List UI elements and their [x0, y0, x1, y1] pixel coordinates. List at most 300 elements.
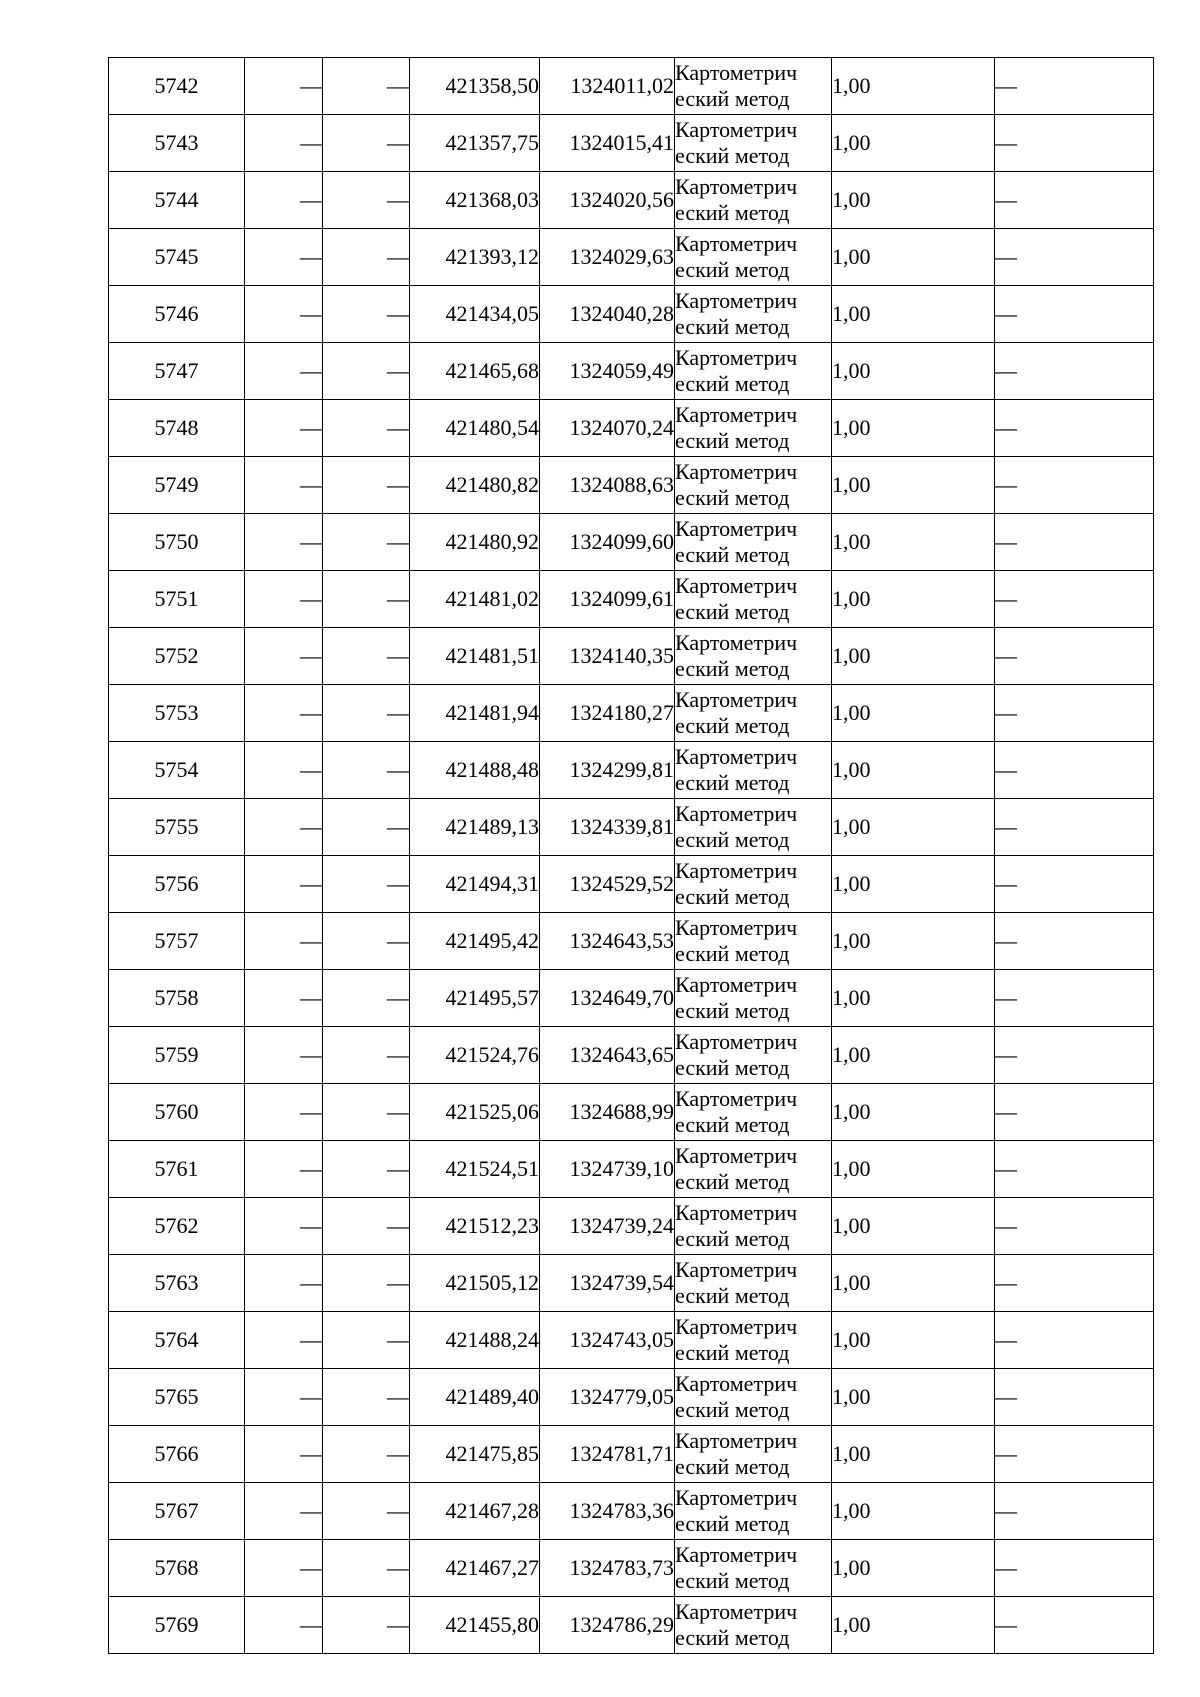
method-line-1: Картометрич [675, 915, 798, 940]
method-line-1: Картометрич [675, 288, 798, 313]
table-row [109, 1312, 1154, 1369]
empty-dash-cell: — [323, 400, 410, 457]
point-number-cell: 5769 [109, 1597, 245, 1654]
point-number-cell: 5767 [109, 1483, 245, 1540]
empty-dash-cell: — [995, 1141, 1154, 1198]
method-cell [675, 286, 832, 343]
method-cell [675, 913, 832, 970]
method-cell [675, 1084, 832, 1141]
x-coordinate-cell: 421495,42 [410, 913, 540, 970]
table-row [109, 1369, 1154, 1426]
point-number-cell: 5753 [109, 685, 245, 742]
table-row [109, 628, 1154, 685]
method-line-1: Картометрич [675, 801, 798, 826]
y-coordinate-cell: 1324099,60 [540, 514, 675, 571]
empty-dash-cell: — [245, 1312, 323, 1369]
empty-dash-cell: — [995, 1597, 1154, 1654]
method-line-1: Картометрич [675, 516, 798, 541]
empty-dash-cell: — [245, 571, 323, 628]
empty-dash-cell: — [995, 1027, 1154, 1084]
x-coordinate-cell: 421480,92 [410, 514, 540, 571]
method-line-2: еский метод [675, 1511, 790, 1536]
method-line-2: еский метод [675, 428, 790, 453]
method-line-2: еский метод [675, 827, 790, 852]
accuracy-cell: 1,00 [832, 1027, 995, 1084]
empty-dash-cell: — [323, 1198, 410, 1255]
empty-dash-cell: — [245, 115, 323, 172]
point-number-cell: 5763 [109, 1255, 245, 1312]
empty-dash-cell: — [995, 400, 1154, 457]
empty-dash-cell: — [995, 172, 1154, 229]
empty-dash-cell: — [323, 628, 410, 685]
method-line-2: еский метод [675, 143, 790, 168]
point-number-cell: 5743 [109, 115, 245, 172]
method-cell [675, 1312, 832, 1369]
y-coordinate-cell: 1324739,54 [540, 1255, 675, 1312]
y-coordinate-cell: 1324743,05 [540, 1312, 675, 1369]
empty-dash-cell: — [323, 1141, 410, 1198]
empty-dash-cell: — [995, 457, 1154, 514]
y-coordinate-cell: 1324781,71 [540, 1426, 675, 1483]
empty-dash-cell: — [995, 685, 1154, 742]
method-line-1: Картометрич [675, 60, 798, 85]
method-line-1: Картометрич [675, 744, 798, 769]
x-coordinate-cell: 421488,24 [410, 1312, 540, 1369]
y-coordinate-cell: 1324059,49 [540, 343, 675, 400]
accuracy-cell: 1,00 [832, 1255, 995, 1312]
empty-dash-cell: — [245, 913, 323, 970]
method-line-1: Картометрич [675, 1371, 798, 1396]
point-number-cell: 5750 [109, 514, 245, 571]
method-line-2: еский метод [675, 884, 790, 909]
y-coordinate-cell: 1324011,02 [540, 58, 675, 115]
point-number-cell: 5754 [109, 742, 245, 799]
accuracy-cell: 1,00 [832, 400, 995, 457]
accuracy-cell: 1,00 [832, 1597, 995, 1654]
x-coordinate-cell: 421495,57 [410, 970, 540, 1027]
y-coordinate-cell: 1324529,52 [540, 856, 675, 913]
empty-dash-cell: — [995, 1255, 1154, 1312]
accuracy-cell: 1,00 [832, 913, 995, 970]
point-number-cell: 5747 [109, 343, 245, 400]
empty-dash-cell: — [245, 229, 323, 286]
accuracy-cell: 1,00 [832, 799, 995, 856]
method-line-1: Картометрич [675, 1542, 798, 1567]
y-coordinate-cell: 1324739,24 [540, 1198, 675, 1255]
point-number-cell: 5761 [109, 1141, 245, 1198]
y-coordinate-cell: 1324783,36 [540, 1483, 675, 1540]
method-cell [675, 400, 832, 457]
y-coordinate-cell: 1324786,29 [540, 1597, 675, 1654]
method-line-1: Картометрич [675, 1086, 798, 1111]
accuracy-cell: 1,00 [832, 1540, 995, 1597]
table-row [109, 799, 1154, 856]
x-coordinate-cell: 421494,31 [410, 856, 540, 913]
y-coordinate-cell: 1324643,53 [540, 913, 675, 970]
empty-dash-cell: — [245, 970, 323, 1027]
method-line-2: еский метод [675, 1568, 790, 1593]
x-coordinate-cell: 421524,76 [410, 1027, 540, 1084]
method-line-1: Картометрич [675, 972, 798, 997]
method-cell [675, 628, 832, 685]
table-row [109, 685, 1154, 742]
empty-dash-cell: — [323, 58, 410, 115]
y-coordinate-cell: 1324099,61 [540, 571, 675, 628]
x-coordinate-cell: 421393,12 [410, 229, 540, 286]
accuracy-cell: 1,00 [832, 115, 995, 172]
method-line-2: еский метод [675, 1340, 790, 1365]
table-row [109, 1255, 1154, 1312]
empty-dash-cell: — [995, 514, 1154, 571]
x-coordinate-cell: 421358,50 [410, 58, 540, 115]
method-cell [675, 1198, 832, 1255]
table-row [109, 286, 1154, 343]
accuracy-cell: 1,00 [832, 742, 995, 799]
method-line-2: еский метод [675, 257, 790, 282]
accuracy-cell: 1,00 [832, 1084, 995, 1141]
empty-dash-cell: — [323, 343, 410, 400]
empty-dash-cell: — [323, 1312, 410, 1369]
x-coordinate-cell: 421480,54 [410, 400, 540, 457]
accuracy-cell: 1,00 [832, 343, 995, 400]
point-number-cell: 5760 [109, 1084, 245, 1141]
method-cell [675, 742, 832, 799]
method-line-1: Картометрич [675, 687, 798, 712]
method-cell [675, 58, 832, 115]
empty-dash-cell: — [323, 1540, 410, 1597]
method-cell [675, 685, 832, 742]
empty-dash-cell: — [323, 1597, 410, 1654]
x-coordinate-cell: 421488,48 [410, 742, 540, 799]
y-coordinate-cell: 1324088,63 [540, 457, 675, 514]
table-row [109, 115, 1154, 172]
empty-dash-cell: — [323, 799, 410, 856]
empty-dash-cell: — [995, 286, 1154, 343]
y-coordinate-cell: 1324180,27 [540, 685, 675, 742]
empty-dash-cell: — [245, 286, 323, 343]
method-line-2: еский метод [675, 656, 790, 681]
empty-dash-cell: — [323, 742, 410, 799]
point-number-cell: 5744 [109, 172, 245, 229]
table-row [109, 1027, 1154, 1084]
x-coordinate-cell: 421481,94 [410, 685, 540, 742]
empty-dash-cell: — [245, 628, 323, 685]
method-cell [675, 1027, 832, 1084]
method-line-2: еский метод [675, 1454, 790, 1479]
accuracy-cell: 1,00 [832, 229, 995, 286]
method-cell [675, 172, 832, 229]
x-coordinate-cell: 421489,13 [410, 799, 540, 856]
accuracy-cell: 1,00 [832, 1312, 995, 1369]
method-line-2: еский метод [675, 314, 790, 339]
table-row [109, 970, 1154, 1027]
accuracy-cell: 1,00 [832, 1198, 995, 1255]
table-row [109, 571, 1154, 628]
method-line-1: Картометрич [675, 630, 798, 655]
method-cell [675, 1369, 832, 1426]
empty-dash-cell: — [323, 229, 410, 286]
accuracy-cell: 1,00 [832, 457, 995, 514]
method-cell [675, 1540, 832, 1597]
accuracy-cell: 1,00 [832, 856, 995, 913]
table-row [109, 58, 1154, 115]
method-line-1: Картометрич [675, 1257, 798, 1282]
empty-dash-cell: — [245, 1198, 323, 1255]
y-coordinate-cell: 1324643,65 [540, 1027, 675, 1084]
table-row [109, 1141, 1154, 1198]
method-line-1: Картометрич [675, 459, 798, 484]
empty-dash-cell: — [245, 1255, 323, 1312]
y-coordinate-cell: 1324299,81 [540, 742, 675, 799]
method-line-1: Картометрич [675, 174, 798, 199]
method-cell [675, 1597, 832, 1654]
method-line-2: еский метод [675, 1625, 790, 1650]
method-cell [675, 571, 832, 628]
method-line-2: еский метод [675, 542, 790, 567]
point-number-cell: 5762 [109, 1198, 245, 1255]
x-coordinate-cell: 421368,03 [410, 172, 540, 229]
empty-dash-cell: — [245, 457, 323, 514]
x-coordinate-cell: 421480,82 [410, 457, 540, 514]
empty-dash-cell: — [245, 400, 323, 457]
empty-dash-cell: — [323, 286, 410, 343]
table-row [109, 742, 1154, 799]
x-coordinate-cell: 421525,06 [410, 1084, 540, 1141]
method-line-2: еский метод [675, 1226, 790, 1251]
method-line-2: еский метод [675, 941, 790, 966]
accuracy-cell: 1,00 [832, 58, 995, 115]
empty-dash-cell: — [323, 1483, 410, 1540]
empty-dash-cell: — [323, 571, 410, 628]
point-number-cell: 5748 [109, 400, 245, 457]
empty-dash-cell: — [323, 970, 410, 1027]
y-coordinate-cell: 1324070,24 [540, 400, 675, 457]
empty-dash-cell: — [323, 172, 410, 229]
accuracy-cell: 1,00 [832, 286, 995, 343]
empty-dash-cell: — [995, 115, 1154, 172]
empty-dash-cell: — [995, 970, 1154, 1027]
empty-dash-cell: — [323, 457, 410, 514]
table-row [109, 1084, 1154, 1141]
x-coordinate-cell: 421465,68 [410, 343, 540, 400]
accuracy-cell: 1,00 [832, 628, 995, 685]
accuracy-cell: 1,00 [832, 970, 995, 1027]
method-cell [675, 1426, 832, 1483]
empty-dash-cell: — [245, 1483, 323, 1540]
y-coordinate-cell: 1324739,10 [540, 1141, 675, 1198]
x-coordinate-cell: 421481,02 [410, 571, 540, 628]
point-number-cell: 5757 [109, 913, 245, 970]
x-coordinate-cell: 421475,85 [410, 1426, 540, 1483]
y-coordinate-cell: 1324339,81 [540, 799, 675, 856]
empty-dash-cell: — [995, 799, 1154, 856]
x-coordinate-cell: 421489,40 [410, 1369, 540, 1426]
method-line-2: еский метод [675, 599, 790, 624]
method-cell [675, 343, 832, 400]
x-coordinate-cell: 421512,23 [410, 1198, 540, 1255]
point-number-cell: 5749 [109, 457, 245, 514]
y-coordinate-cell: 1324649,70 [540, 970, 675, 1027]
y-coordinate-cell: 1324779,05 [540, 1369, 675, 1426]
method-line-2: еский метод [675, 1169, 790, 1194]
empty-dash-cell: — [995, 1426, 1154, 1483]
method-line-1: Картометрич [675, 231, 798, 256]
point-number-cell: 5755 [109, 799, 245, 856]
method-cell [675, 799, 832, 856]
method-line-2: еский метод [675, 86, 790, 111]
method-line-1: Картометрич [675, 573, 798, 598]
method-cell [675, 115, 832, 172]
empty-dash-cell: — [245, 685, 323, 742]
x-coordinate-cell: 421455,80 [410, 1597, 540, 1654]
method-line-2: еский метод [675, 1283, 790, 1308]
accuracy-cell: 1,00 [832, 1369, 995, 1426]
accuracy-cell: 1,00 [832, 1426, 995, 1483]
method-line-1: Картометрич [675, 117, 798, 142]
empty-dash-cell: — [245, 1426, 323, 1483]
empty-dash-cell: — [995, 1540, 1154, 1597]
table-row [109, 514, 1154, 571]
x-coordinate-cell: 421481,51 [410, 628, 540, 685]
method-line-2: еский метод [675, 1397, 790, 1422]
table-row [109, 400, 1154, 457]
method-line-1: Картометрич [675, 858, 798, 883]
empty-dash-cell: — [995, 856, 1154, 913]
method-cell [675, 1255, 832, 1312]
table-row [109, 1426, 1154, 1483]
point-number-cell: 5752 [109, 628, 245, 685]
method-line-1: Картометрич [675, 1029, 798, 1054]
x-coordinate-cell: 421524,51 [410, 1141, 540, 1198]
empty-dash-cell: — [245, 172, 323, 229]
method-cell [675, 514, 832, 571]
accuracy-cell: 1,00 [832, 172, 995, 229]
empty-dash-cell: — [323, 1084, 410, 1141]
point-number-cell: 5745 [109, 229, 245, 286]
table-row [109, 172, 1154, 229]
empty-dash-cell: — [245, 856, 323, 913]
method-line-1: Картометрич [675, 1143, 798, 1168]
y-coordinate-cell: 1324015,41 [540, 115, 675, 172]
method-line-1: Картометрич [675, 1314, 798, 1339]
table-row [109, 1198, 1154, 1255]
method-cell [675, 1141, 832, 1198]
y-coordinate-cell: 1324040,28 [540, 286, 675, 343]
method-cell [675, 856, 832, 913]
empty-dash-cell: — [995, 1369, 1154, 1426]
empty-dash-cell: — [995, 628, 1154, 685]
method-cell [675, 229, 832, 286]
empty-dash-cell: — [995, 571, 1154, 628]
method-line-2: еский метод [675, 485, 790, 510]
method-line-2: еский метод [675, 770, 790, 795]
accuracy-cell: 1,00 [832, 571, 995, 628]
point-number-cell: 5758 [109, 970, 245, 1027]
table-row [109, 856, 1154, 913]
method-line-2: еский метод [675, 998, 790, 1023]
table-row [109, 913, 1154, 970]
method-line-2: еский метод [675, 713, 790, 738]
y-coordinate-cell: 1324783,73 [540, 1540, 675, 1597]
point-number-cell: 5756 [109, 856, 245, 913]
empty-dash-cell: — [323, 685, 410, 742]
table-row [109, 343, 1154, 400]
empty-dash-cell: — [245, 1141, 323, 1198]
empty-dash-cell: — [245, 58, 323, 115]
empty-dash-cell: — [995, 1483, 1154, 1540]
empty-dash-cell: — [995, 1312, 1154, 1369]
empty-dash-cell: — [995, 742, 1154, 799]
point-number-cell: 5768 [109, 1540, 245, 1597]
method-cell [675, 1483, 832, 1540]
y-coordinate-cell: 1324688,99 [540, 1084, 675, 1141]
table-row [109, 1483, 1154, 1540]
y-coordinate-cell: 1324020,56 [540, 172, 675, 229]
empty-dash-cell: — [995, 1084, 1154, 1141]
coordinates-table [108, 57, 1154, 1654]
method-line-2: еский метод [675, 371, 790, 396]
accuracy-cell: 1,00 [832, 1141, 995, 1198]
x-coordinate-cell: 421434,05 [410, 286, 540, 343]
table-body [109, 58, 1154, 1654]
empty-dash-cell: — [995, 343, 1154, 400]
empty-dash-cell: — [995, 229, 1154, 286]
empty-dash-cell: — [245, 742, 323, 799]
point-number-cell: 5742 [109, 58, 245, 115]
empty-dash-cell: — [245, 1597, 323, 1654]
point-number-cell: 5764 [109, 1312, 245, 1369]
x-coordinate-cell: 421357,75 [410, 115, 540, 172]
empty-dash-cell: — [323, 913, 410, 970]
empty-dash-cell: — [323, 514, 410, 571]
method-line-1: Картометрич [675, 1200, 798, 1225]
empty-dash-cell: — [323, 115, 410, 172]
y-coordinate-cell: 1324140,35 [540, 628, 675, 685]
method-line-2: еский метод [675, 1055, 790, 1080]
empty-dash-cell: — [323, 1255, 410, 1312]
table-row [109, 229, 1154, 286]
empty-dash-cell: — [245, 1540, 323, 1597]
point-number-cell: 5766 [109, 1426, 245, 1483]
y-coordinate-cell: 1324029,63 [540, 229, 675, 286]
method-line-1: Картометрич [675, 345, 798, 370]
empty-dash-cell: — [323, 1027, 410, 1084]
method-line-1: Картометрич [675, 1428, 798, 1453]
empty-dash-cell: — [245, 343, 323, 400]
x-coordinate-cell: 421467,27 [410, 1540, 540, 1597]
method-line-1: Картометрич [675, 1485, 798, 1510]
empty-dash-cell: — [245, 1084, 323, 1141]
empty-dash-cell: — [245, 514, 323, 571]
point-number-cell: 5751 [109, 571, 245, 628]
point-number-cell: 5765 [109, 1369, 245, 1426]
empty-dash-cell: — [323, 856, 410, 913]
accuracy-cell: 1,00 [832, 685, 995, 742]
x-coordinate-cell: 421505,12 [410, 1255, 540, 1312]
method-line-2: еский метод [675, 200, 790, 225]
method-line-1: Картометрич [675, 1599, 798, 1624]
x-coordinate-cell: 421467,28 [410, 1483, 540, 1540]
method-cell [675, 457, 832, 514]
empty-dash-cell: — [245, 1027, 323, 1084]
table-row [109, 1597, 1154, 1654]
empty-dash-cell: — [323, 1369, 410, 1426]
empty-dash-cell: — [995, 1198, 1154, 1255]
accuracy-cell: 1,00 [832, 1483, 995, 1540]
table-row [109, 1540, 1154, 1597]
method-line-1: Картометрич [675, 402, 798, 427]
accuracy-cell: 1,00 [832, 514, 995, 571]
